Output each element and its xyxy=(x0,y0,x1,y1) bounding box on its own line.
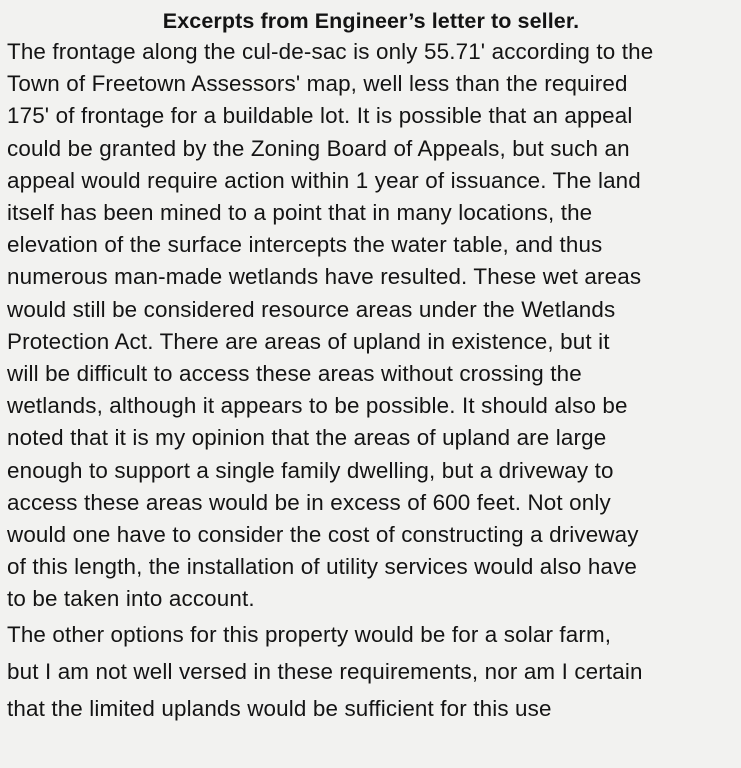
text-line: access these areas would be in excess of 600 feet. Not only xyxy=(7,489,611,515)
text-line: but I am not well versed in these requirements, nor am I certain xyxy=(7,658,643,684)
paragraph-solar-farm xyxy=(7,616,735,727)
text-line: elevation of the surface intercepts the water table, and thus xyxy=(7,232,603,258)
text-line: that the limited uplands would be sufficient for this use xyxy=(7,695,552,721)
text-line: will be difficult to access these areas without crossing the xyxy=(7,361,582,387)
text-line: itself has been mined to a point that in many locations, the xyxy=(7,200,593,226)
text-line: Protection Act. There are areas of upland in existence, but it xyxy=(7,328,610,354)
paragraph-frontage-wetlands xyxy=(7,36,735,616)
text-line: of this length, the installation of utility services would also have xyxy=(7,554,638,580)
document-title: Excerpts from Engineer’s letter to seller. xyxy=(162,9,580,33)
text-line: could be granted by the Zoning Board of Appeals, but such an xyxy=(7,135,630,161)
text-line: noted that it is my opinion that the areas of upland are large xyxy=(7,425,607,451)
text-line: would still be considered resource areas under the Wetlands xyxy=(7,296,616,322)
text-line: wetlands, although it appears to be possible. It should also be xyxy=(7,393,628,419)
text-line: 175' of frontage for a buildable lot. It is possible that an appeal xyxy=(7,103,633,129)
text-line: enough to support a single family dwelling, but a driveway to xyxy=(7,457,614,483)
text-line: appeal would require action within 1 year of issuance. The land xyxy=(7,167,641,193)
text-line: Town of Freetown Assessors' map, well less than the required xyxy=(7,71,628,97)
text-line: The other options for this property would be for a solar farm, xyxy=(7,621,612,647)
text-line: The frontage along the cul-de-sac is only 55.71' according to the xyxy=(7,39,654,64)
text-line: would one have to consider the cost of constructing a driveway xyxy=(7,522,639,548)
text-line: numerous man-made wetlands have resulted. These wet areas xyxy=(7,264,642,290)
text-line: to be taken into account. xyxy=(7,586,255,612)
